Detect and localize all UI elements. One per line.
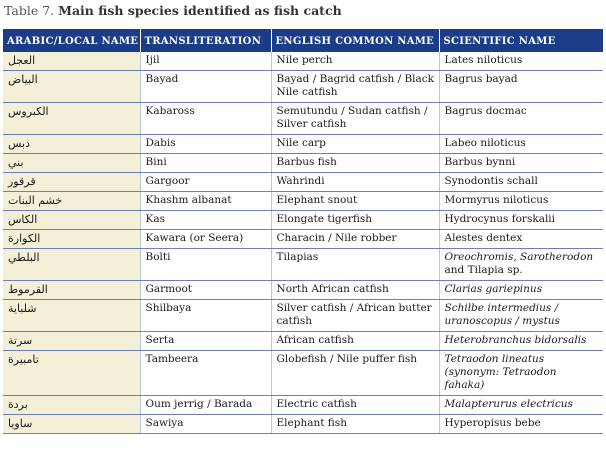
table-row: [3, 154, 603, 173]
table-caption: [4, 3, 342, 18]
arabic-name: خشم البنات: [3, 192, 140, 211]
table-row: [3, 211, 603, 230]
header-arabic: ARABIC/LOCAL NAME: [3, 29, 140, 52]
transliteration: Gargoor: [140, 173, 271, 192]
arabic-name: الكوارة: [3, 230, 140, 249]
table-title: Main fish species identified as fish catch: [58, 3, 342, 18]
scientific-name: Hyperopisus bebe: [439, 415, 603, 434]
arabic-name: شلباية: [3, 300, 140, 332]
scientific-name: Alestes dentex: [439, 230, 603, 249]
transliteration: Ijil: [140, 52, 271, 71]
table-row: [3, 249, 603, 281]
arabic-name: الكبروس: [3, 103, 140, 135]
transliteration: Bolti: [140, 249, 271, 281]
arabic-name: قرقور: [3, 173, 140, 192]
scientific-name: Malapterurus electricus: [439, 396, 603, 415]
transliteration: Kabaross: [140, 103, 271, 135]
english-name: Electric catfish: [271, 396, 439, 415]
scientific-name: Bagrus bayad: [439, 71, 603, 103]
scientific-name: [439, 249, 603, 281]
table-row: [3, 52, 603, 71]
english-name: Nile carp: [271, 135, 439, 154]
arabic-name: البلطي: [3, 249, 140, 281]
header-english: ENGLISH COMMON NAME: [271, 29, 439, 52]
arabic-name: تامبيرة: [3, 351, 140, 396]
transliteration: Bini: [140, 154, 271, 173]
table-body: [3, 52, 603, 434]
scientific-name-genus-c: and Tilapia sp.: [444, 264, 523, 276]
english-name: Semutundu / Sudan catfish / Silver catfish: [271, 103, 439, 135]
scientific-name: Barbus bynni: [439, 154, 603, 173]
english-name: Bayad / Bagrid catfish / Black Nile catfish: [271, 71, 439, 103]
scientific-name: Mormyrus niloticus: [439, 192, 603, 211]
english-name: Barbus fish: [271, 154, 439, 173]
header-scientific: SCIENTIFIC NAME: [439, 29, 603, 52]
scientific-name-genus-b: , Sarotherodon: [513, 251, 594, 263]
english-name: Nile perch: [271, 52, 439, 71]
table-row: [3, 396, 603, 415]
scientific-name-line-2: (synonym: Tetraodon fahaka): [444, 366, 557, 391]
table-row: [3, 135, 603, 154]
scientific-name: Labeo niloticus: [439, 135, 603, 154]
table-row: [3, 351, 603, 396]
transliteration: Serta: [140, 332, 271, 351]
arabic-name: ساويا: [3, 415, 140, 434]
english-name: Characin / Nile robber: [271, 230, 439, 249]
scientific-name-line-2: uranoscopus / mystus: [444, 315, 560, 327]
scientific-name-line-1: Tetraodon lineatus: [444, 353, 545, 365]
table-row: [3, 281, 603, 300]
transliteration: Oum jerrig / Barada: [140, 396, 271, 415]
scientific-name: Lates niloticus: [439, 52, 603, 71]
header-transliteration: TRANSLITERATION: [140, 29, 271, 52]
transliteration: Khashm albanat: [140, 192, 271, 211]
transliteration: Dabis: [140, 135, 271, 154]
transliteration: Sawiya: [140, 415, 271, 434]
english-name: Elongate tigerfish: [271, 211, 439, 230]
table-row: [3, 103, 603, 135]
arabic-name: سرتة: [3, 332, 140, 351]
fish-species-table: [3, 29, 603, 434]
english-name: North African catfish: [271, 281, 439, 300]
table-row: [3, 415, 603, 434]
english-name: Silver catfish / African butter catfish: [271, 300, 439, 332]
scientific-name: Synodontis schall: [439, 173, 603, 192]
scientific-name-line-1: Schilbe intermedius /: [444, 302, 559, 314]
table-number: Table 7.: [4, 3, 55, 18]
scientific-name-genus-a: Oreochromis: [444, 251, 514, 263]
table-header: [3, 29, 603, 52]
scientific-name: Heterobranchus bidorsalis: [439, 332, 603, 351]
table-row: [3, 300, 603, 332]
table-row: [3, 230, 603, 249]
english-name: Globefish / Nile puffer fish: [271, 351, 439, 396]
table-row: [3, 173, 603, 192]
transliteration: Garmoot: [140, 281, 271, 300]
scientific-name: Hydrocynus forskalii: [439, 211, 603, 230]
arabic-name: دبس: [3, 135, 140, 154]
transliteration: Kas: [140, 211, 271, 230]
arabic-name: القرموط: [3, 281, 140, 300]
english-name: Elephant fish: [271, 415, 439, 434]
arabic-name: بردة: [3, 396, 140, 415]
table-row: [3, 332, 603, 351]
scientific-name: Clarias gariepinus: [439, 281, 603, 300]
arabic-name: البياض: [3, 71, 140, 103]
english-name: Elephant snout: [271, 192, 439, 211]
english-name: Wahrindi: [271, 173, 439, 192]
arabic-name: بني: [3, 154, 140, 173]
arabic-name: الكاس: [3, 211, 140, 230]
english-name: Tilapias: [271, 249, 439, 281]
scientific-name: [439, 300, 603, 332]
transliteration: Bayad: [140, 71, 271, 103]
transliteration: Tambeera: [140, 351, 271, 396]
table-row: [3, 71, 603, 103]
header-row: [3, 29, 603, 52]
transliteration: Shilbaya: [140, 300, 271, 332]
arabic-name: العجل: [3, 52, 140, 71]
table-row: [3, 192, 603, 211]
scientific-name: Bagrus docmac: [439, 103, 603, 135]
transliteration: Kawara (or Seera): [140, 230, 271, 249]
scientific-name: [439, 351, 603, 396]
english-name: African catfish: [271, 332, 439, 351]
